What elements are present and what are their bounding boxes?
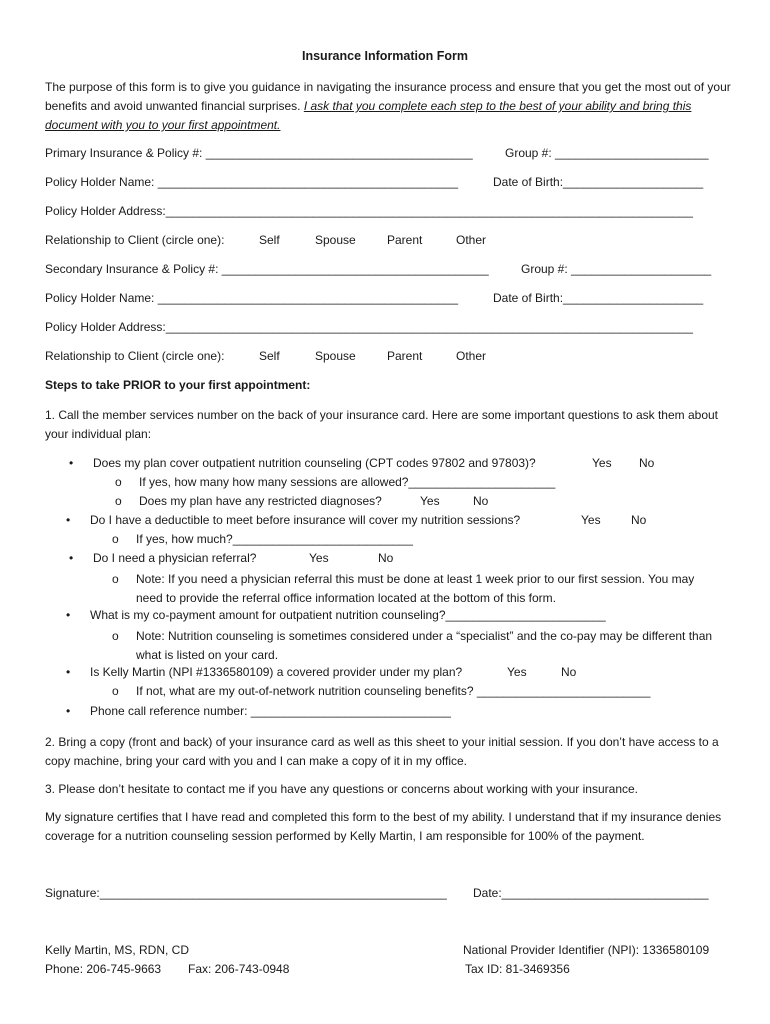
provider-phone: Phone: 206-745-9663 (45, 962, 162, 976)
question-physician-referral: • Do I need a physician referral? (93, 551, 256, 565)
phone-call-reference-field[interactable]: • Phone call reference number: ______________________________ (90, 704, 451, 718)
step-3-text: 3. Please don’t hesitate to contact me if you have any questions or concerns about working with your insurance. (45, 782, 639, 796)
secondary-insurance-field[interactable]: Secondary Insurance & Policy #: ________________________________________ (45, 262, 489, 276)
question-plan-coverage: • Does my plan cover outpatient nutrition counseling (CPT codes 97802 and 97803)? (93, 456, 536, 470)
date-of-birth-field-2[interactable]: Date of Birth:_____________________ (493, 291, 704, 305)
relationship-option-spouse-2[interactable]: Spouse (315, 349, 356, 363)
question-covered-provider-yes[interactable]: Yes (507, 665, 527, 679)
policy-holder-address-field-2[interactable]: Policy Holder Address:_______________________________________________________________________________ (45, 320, 693, 334)
question-covered-provider-no[interactable]: No (561, 665, 577, 679)
relationship-label-2: Relationship to Client (circle one): (45, 349, 225, 363)
provider-fax: Fax: 206-743-0948 (188, 962, 290, 976)
question-co-payment[interactable]: • What is my co-payment amount for outpatient nutrition counseling?________________________ (90, 608, 606, 622)
question-sessions-allowed[interactable]: o If yes, how many how many sessions are allowed?______________________ (139, 475, 555, 489)
question-restricted-diagnoses-yes[interactable]: Yes (420, 494, 440, 508)
question-deductible-amount[interactable]: o If yes, how much?___________________________ (136, 532, 413, 546)
signature-field[interactable]: Signature:____________________________________________________ (45, 886, 447, 900)
question-physician-referral-no[interactable]: No (378, 551, 394, 565)
relationship-option-other-2[interactable]: Other (456, 349, 487, 363)
primary-group-field[interactable]: Group #: _______________________ (505, 146, 709, 160)
form-title: Insurance Information Form (302, 49, 468, 63)
note-physician-referral: o Note: If you need a physician referral this must be done at least 1 week prior to our first session. You may need to provide the referral office information located at the bottom of this form. (136, 570, 716, 608)
question-out-of-network-benefits[interactable]: o If not, what are my out-of-network nutrition counseling benefits? __________________________ (136, 684, 650, 698)
relationship-option-parent-2[interactable]: Parent (387, 349, 423, 363)
question-plan-coverage-no[interactable]: No (639, 456, 655, 470)
secondary-group-field[interactable]: Group #: _____________________ (521, 262, 712, 276)
policy-holder-name-field-2[interactable]: Policy Holder Name: _____________________________________________ (45, 291, 459, 305)
relationship-option-parent-1[interactable]: Parent (387, 233, 423, 247)
provider-tax-id: Tax ID: 81-3469356 (465, 962, 570, 976)
relationship-label-1: Relationship to Client (circle one): (45, 233, 225, 247)
question-covered-provider: • Is Kelly Martin (NPI #1336580109) a covered provider under my plan? (90, 665, 462, 679)
relationship-option-self-1[interactable]: Self (259, 233, 280, 247)
question-deductible-yes[interactable]: Yes (581, 513, 601, 527)
policy-holder-name-field-1[interactable]: Policy Holder Name: _____________________________________________ (45, 175, 459, 189)
question-restricted-diagnoses: o Does my plan have any restricted diagnoses? (139, 494, 382, 508)
step-2-text: 2. Bring a copy (front and back) of your insurance card as well as this sheet to your initial session. If you don’t have access to a copy machine, bring your card with you and I can make a copy of it in my office. (45, 735, 719, 768)
relationship-option-other-1[interactable]: Other (456, 233, 487, 247)
provider-name: Kelly Martin, MS, RDN, CD (45, 943, 190, 957)
question-physician-referral-yes[interactable]: Yes (309, 551, 329, 565)
certification-text: My signature certifies that I have read and completed this form to the best of my ability. I understand that if my insurance denies coverage for a nutrition counseling session performed by Kelly Martin, I am responsible for 100% of the payment. (45, 810, 722, 843)
policy-holder-address-field-1[interactable]: Policy Holder Address:_______________________________________________________________________________ (45, 204, 693, 218)
question-deductible: • Do I have a deductible to meet before insurance will cover my nutrition sessions? (90, 513, 520, 527)
step-1-text: 1. Call the member services number on the back of your insurance card. Here are some important questions to ask them about your individual plan: (45, 408, 718, 441)
steps-heading: Steps to take PRIOR to your first appointment: (45, 378, 311, 392)
relationship-option-self-2[interactable]: Self (259, 349, 280, 363)
primary-insurance-field[interactable]: Primary Insurance & Policy #: ________________________________________ (45, 146, 473, 160)
question-restricted-diagnoses-no[interactable]: No (473, 494, 489, 508)
relationship-option-spouse-1[interactable]: Spouse (315, 233, 356, 247)
date-of-birth-field-1[interactable]: Date of Birth:_____________________ (493, 175, 704, 189)
question-plan-coverage-yes[interactable]: Yes (592, 456, 612, 470)
intro-emphasis: I ask that you complete each step to the best of your ability and bring this document with you to your first appointment. (45, 99, 692, 132)
question-deductible-no[interactable]: No (631, 513, 647, 527)
intro-text: The purpose of this form is to give you guidance in navigating the insurance process and ensure that you get the most out of your benefits and avoid unwanted financial surprises. (45, 80, 731, 113)
signature-date-field[interactable]: Date:_______________________________ (473, 886, 709, 900)
provider-npi: National Provider Identifier (NPI): 1336580109 (463, 943, 710, 957)
intro-paragraph (45, 78, 735, 135)
note-specialist-co-pay: o Note: Nutrition counseling is sometimes considered under a “specialist” and the co-pay may be different than what is listed on your card. (136, 627, 731, 665)
